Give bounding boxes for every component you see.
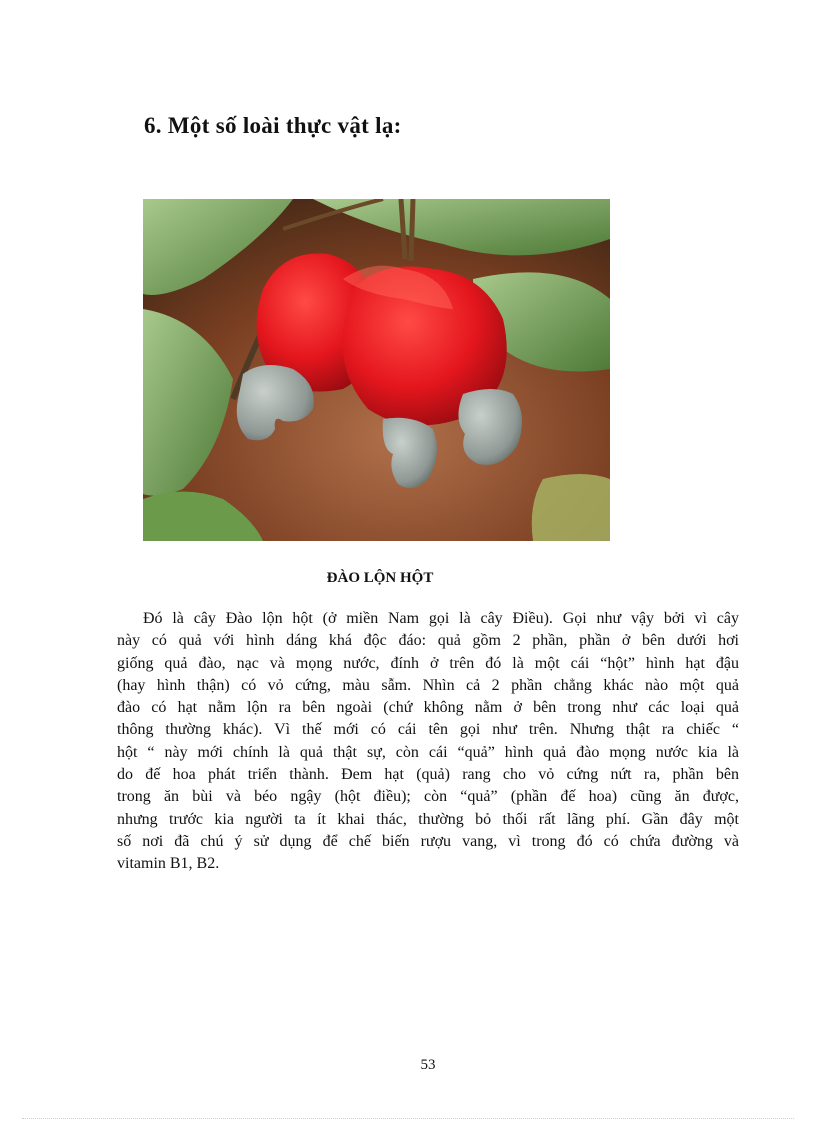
paragraph-line: giống quả đào, nạc và mọng nước, đính ở trên đó là một cái “hột” hình hạt đậu	[117, 654, 739, 672]
footer-divider	[22, 1118, 794, 1119]
paragraph-line: thông thường khác). Vì thế mới có cái tên gọi như trên. Nhưng thật ra chiếc “	[117, 721, 739, 739]
paragraph-line: này có quả với hình dáng khá độc đáo: quả gồm 2 phần, phần ở bên dưới hơi	[117, 632, 739, 650]
photo-caption: ĐÀO LỘN HỘT	[326, 570, 434, 586]
paragraph-line: do đế hoa phát triển thành. Đem hạt (quả) rang cho vỏ cứng nứt ra, phần bên	[117, 766, 739, 784]
section-heading: 6. Một số loài thực vật lạ:	[144, 113, 402, 138]
paragraph-line: số nơi đã chú ý sử dụng để chế biến rượu vang, vì trong đó có chứa đường và	[117, 832, 739, 850]
paragraph-line: hột “ này mới chính là quả thật sự, còn cái “quả” hình quả đào mọng nước kia là	[117, 743, 739, 761]
paragraph-line: vitamin B1, B2.	[117, 855, 220, 873]
paragraph-line: trong ăn bùi và béo ngậy (hột điều); còn “quả” (phần đế hoa) cũng ăn được,	[117, 788, 739, 806]
cashew-photo	[143, 199, 610, 541]
paragraph-line: nhưng trước kia người ta ít khai thác, thường bỏ thối rất lãng phí. Gần đây một	[117, 810, 739, 828]
page-number: 53	[420, 1057, 436, 1073]
paragraph-line: đào có hạt nằm lộn ra bên ngoài (chứ không nằm ở bên trong như các loại quả	[117, 699, 739, 717]
body-paragraph	[117, 608, 739, 876]
paragraph-line: Đó là cây Đào lộn hột (ở miền Nam gọi là cây Điều). Gọi như vậy bởi vì cây	[143, 610, 739, 627]
paragraph-line: (hay hình thận) có vỏ cứng, màu sẫm. Nhìn cả 2 phần chẳng khác nào một quả	[117, 676, 739, 694]
